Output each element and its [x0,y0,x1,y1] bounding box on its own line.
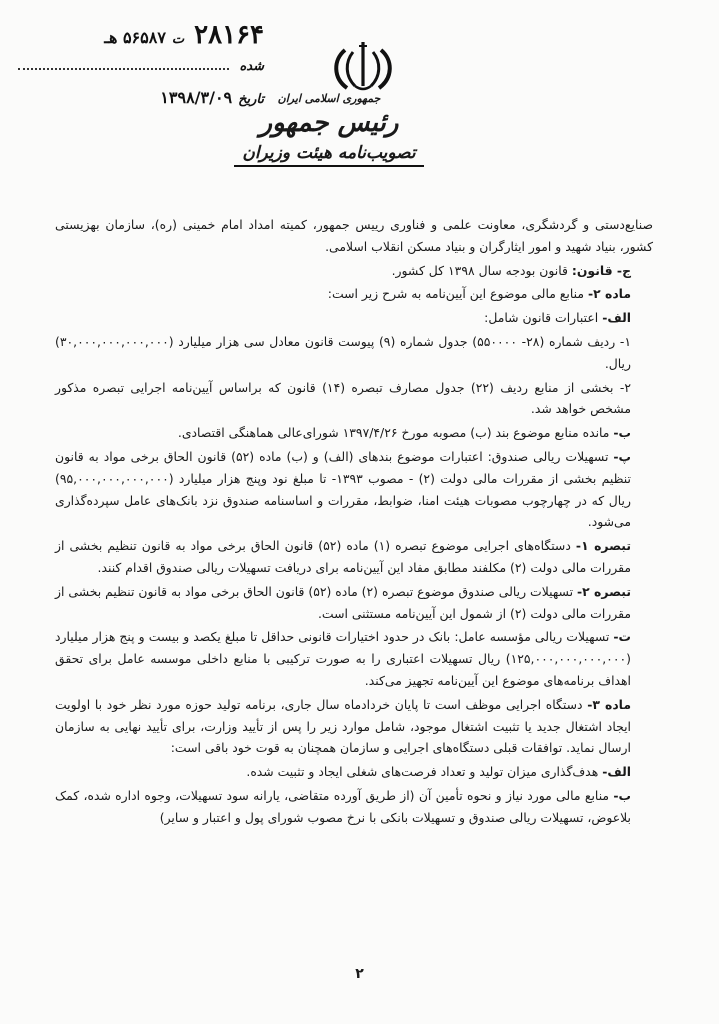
paragraph-note-2 [55,581,653,625]
country-name: جمهوری اسلامی ایران [277,92,381,105]
office-title: رئیس جمهور [259,108,399,138]
iran-emblem-icon [315,36,411,96]
paragraph-law [55,260,653,282]
date-label: تاریخ [238,92,264,107]
page-number: ۲ [355,966,364,982]
date-row [14,88,264,122]
reference-number: ۲۸۱۶۴ [194,20,264,50]
reference-label: ت [171,32,185,47]
document-body [55,214,653,831]
note-2-label: تبصره ۲- [577,583,631,599]
te-text: تسهیلات ریالی مؤسسه عامل: بانک در حدود اختیارات قانونی حداقل تا مبلغ یکصد و بیست و پنج هزار میلیارد (۱۲۵,۰۰۰,۰۰۰,۰۰۰,۰۰۰) ریال تسهیلات اعتباری را به صورت ترکیبی با منابع داخلی موسسه عامل برای تحقق اهداف برنامه‌های موضوع این آیین‌نامه تجهیز می‌کند. [55,629,631,688]
paragraph-be [55,422,653,444]
attachment-dots [18,54,229,70]
paragraph-te [55,626,653,691]
paragraph-article-3-be [55,785,653,829]
pe-text: تسهیلات ریالی صندوق: اعتبارات موضوع بندهای (الف) و (ب) ماده (۵۲) قانون الحاق برخی مواد به قانون تنظیم بخشی از مقررات مالی دولت (۲) - مصوب ۱۳۹۳- تا مبلغ نود وپنج هزار میلیارد (۹۵,۰۰۰,۰۰۰,۰۰۰,۰۰۰) ریال که در چهارچوب مصوبات هیئت امنا، ضوابط، مقررات و اساسنامه صندوق نزد بانک‌های عامل سپرده‌گذاری می‌شود. [55,448,631,530]
reference-number-row [14,20,264,54]
be-text: مانده منابع موضوع بند (ب) مصوبه مورخ ۱۳۹۷/۴/۲۶ شورای‌عالی هماهنگی اقتصادی. [177,425,610,441]
paragraph-article-3-alef [55,761,653,783]
article-2-text: منابع مالی موضوع این آیین‌نامه به شرح زیر است: [327,286,584,302]
article-3-text: دستگاه اجرایی موظف است تا پایان خردادماه سال جاری، برنامه تولید حوزه مورد نظر خود با اولویت ایجاد اشتغال جدید یا تثبیت اشتغال موجود، شامل موارد زیر را پس از تأیید وزارت، برای تأیید نهایی به سازمان ارسال نماید. توافقات قبلی دستگاه‌های اجرایی و سازمان همچنان به قوت خود باقی است: [55,696,631,756]
law-text: قانون بودجه سال ۱۳۹۸ کل کشور. [391,262,568,278]
paragraph-alef [55,307,653,329]
paragraph-pe [55,446,653,533]
article-3-be-label: ب- [613,787,631,803]
paragraph-article-3 [55,694,653,759]
article-3-be-text: منابع مالی مورد نیاز و نحوه تأمین آن (از طریق آورده متقاضی، یارانه سود تسهیلات، وجوه اداره شده، کمک بلاعوض، تسهیلات ریالی صندوق و تسهیلات بانکی با نرخ مصوب شورای پول و اعتبار و سایر) [55,787,631,825]
law-label: ج- قانون: [571,262,631,278]
alef-text: اعتبارات قانون شامل: [484,310,599,326]
paragraph-article-2 [55,283,653,305]
paragraph-item-1: ۱- ردیف شماره (۲۸- ۵۵۰۰۰۰) جدول شماره (۹) پیوست قانون معادل سی هزار میلیارد (۳۰,۰۰۰,۰۰۰,۰۰۰,۰۰۰) ریال. [55,333,631,371]
be-label: ب- [613,425,631,441]
attachment-row [14,54,264,88]
alef-label: الف- [602,310,631,326]
note-1-text: دستگاه‌های اجرایی موضوع تبصره (۱) ماده (۵۲) قانون الحاق برخی مواد به قانون تنظیم بخشی از مقررات مالی دولت (۲) مکلفند مطابق مفاد این آیین‌نامه برای دریافت تسهیلات ریالی صندوق اقدام کنند. [55,538,631,575]
note-1-label: تبصره ۱- [575,538,632,554]
article-3-label: ماده ۳- [587,696,631,712]
paragraph-intro: صنایع‌دستی و گردشگری، معاونت علمی و فناوری رییس جمهور، کمیته امداد امام خمینی (ره)، سازمان بهزیستی کشور، بنیاد شهید و امور ایثارگران و بنیاد مسکن انقلاب اسلامی. [55,217,653,254]
note-2-text: تسهیلات ریالی صندوق موضوع تبصره (۲) ماده (۵۲) قانون الحاق برخی مواد به قانون تنظیم بخشی از مقررات مالی دولت (۲) از شمول این آیین‌نامه مستثنی است. [55,583,631,621]
pe-label: پ- [613,448,631,464]
date-value: ۱۳۹۸/۳/۰۹ [160,88,233,107]
te-label: ت- [613,629,631,645]
article-3-alef-label: الف- [602,764,631,780]
reference-suffix: ۵۶۵۸۷ هـ [104,28,166,47]
document-type: تصویب‌نامه هیئت وزیران [234,143,423,167]
paragraph-item-2: ۲- بخشی از منابع ردیف (۲۲) جدول مصارف تبصره (۱۴) قانون که براساس آیین‌نامه اجرایی تبصره مذکور مشخص خواهد شد. [55,379,631,417]
attachment-label: شده [239,59,264,74]
article-2-label: ماده ۲- [587,286,631,302]
reference-block [14,20,264,122]
article-3-alef-text: هدف‌گذاری میزان تولید و تعداد فرصت‌های شغلی ایجاد و تثبیت شده. [246,764,599,780]
document-heading [229,92,429,167]
paragraph-note-1 [55,535,653,579]
